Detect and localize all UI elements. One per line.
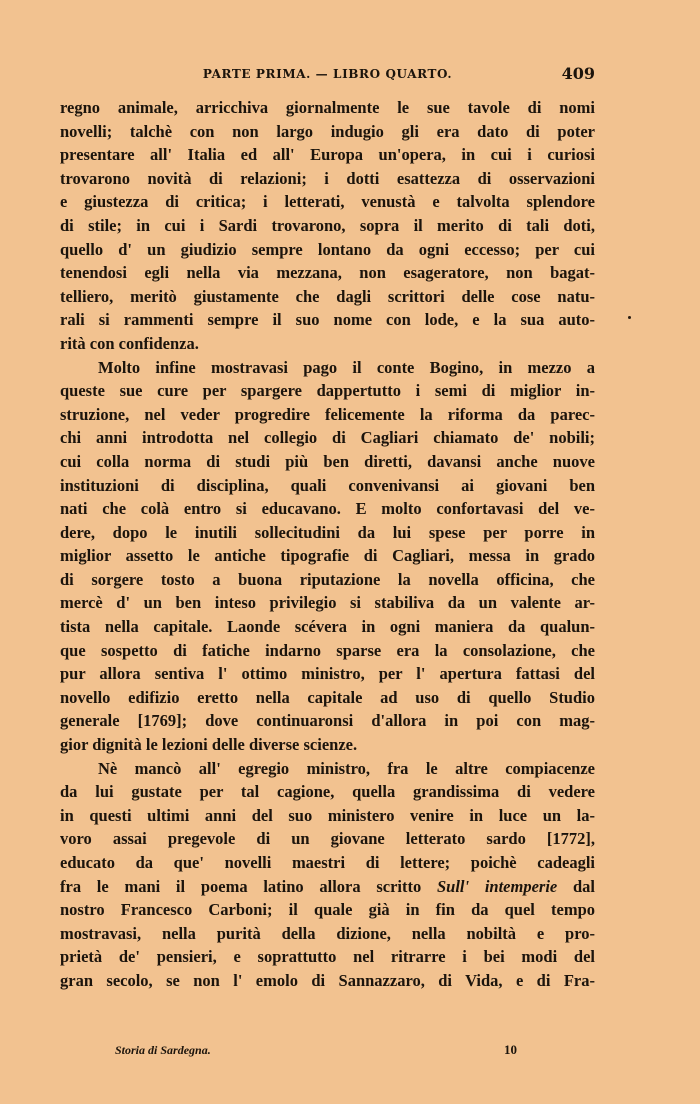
- signature-number: 10: [504, 1042, 517, 1057]
- text-line: di sorgere tosto a buona riputazione la novella officina, che: [60, 569, 595, 589]
- text-line: mostravasi, nella purità della dizione, nella nobiltà e pro-: [60, 923, 595, 943]
- text-line: struzione, nel veder progredire felicemente la riforma da parec-: [60, 404, 595, 424]
- text-line: generale [1769]; dove continuaronsi d'allora in poi con mag-: [60, 711, 595, 731]
- text-line: gran secolo, se non l' emolo di Sannazzaro, di Vida, e di Fra-: [60, 970, 595, 990]
- text-line: rità con confidenza.: [60, 333, 199, 353]
- text-line: pur allora sentiva l' ottimo ministro, per l' apertura fattasi del: [60, 664, 595, 684]
- text-line: gior dignità le lezioni delle diverse scienze.: [60, 735, 358, 755]
- text-line: in questi ultimi anni del suo ministero venire in luce un la-: [60, 805, 595, 825]
- text-line: miglior assetto le antiche tipografie di Cagliari, messa in grado: [60, 546, 595, 566]
- text-line: rali si rammenti sempre il suo nome con lode, e la sua auto-: [60, 310, 595, 330]
- text-line: dere, dopo le inutili sollecitudini da lui spese per porre in: [60, 522, 595, 542]
- text-line-first: Nè mancò all' egregio ministro, fra le altre compiacenze: [98, 758, 595, 778]
- text-line: telliero, meritò giustamente che dagli scrittori delle cose natu-: [60, 286, 595, 306]
- text-line: educato da que' novelli maestri di lettere; poichè cadeagli: [60, 853, 595, 872]
- running-head: [60, 64, 595, 86]
- text-line: voro assai pregevole di un giovane letterato sardo [1772],: [60, 829, 595, 849]
- text-line: instituzioni di disciplina, quali convenivansi ai giovani ben: [60, 475, 595, 495]
- body-text: [60, 96, 595, 993]
- page-footer: [60, 1043, 595, 1063]
- text-line: chi anni introdotta nel collegio di Cagliari chiamato de' nobili;: [60, 428, 595, 448]
- ink-speck: [628, 316, 631, 319]
- text-line: regno animale, arricchiva giornalmente le sue tavole di nomi: [60, 98, 595, 117]
- text-line: presentare all' Italia ed all' Europa un'opera, in cui i curiosi: [60, 145, 595, 165]
- text-line: di stile; in cui i Sardi trovarono, sopra il merito di tali doti,: [60, 215, 595, 235]
- text-line: mercè d' un ben inteso privilegio si stabiliva da un valente ar-: [60, 593, 595, 613]
- text-line: quello d' un giudizio sempre lontano da ogni eccesso; per cui: [60, 239, 595, 259]
- text-line: da lui gustate per tal cagione, quella grandissima di vedere: [60, 782, 595, 802]
- text-line: que sospetto di fatiche indarno sparse era la consolazione, che: [60, 640, 595, 660]
- running-title: PARTE PRIMA. — LIBRO QUARTO.: [202, 67, 453, 81]
- text-line-first: Molto infine mostravasi pago il conte Bogino, in mezzo a: [98, 357, 595, 377]
- text-line: cui colla norma di studi più ben diretti, davansi anche nuove: [60, 451, 595, 471]
- text-line: novelli; talchè con non largo indugio gli era dato di poter: [60, 121, 595, 141]
- text-line: trovarono novità di relazioni; i dotti esattezza di osservazioni: [60, 168, 595, 188]
- text-line: novello edifizio eretto nella capitale ad uso di quello Studio: [60, 687, 595, 707]
- poem-title: Sull' intemperie: [437, 876, 558, 896]
- text-line: fra le mani il poema latino allora scritto Sull' intemperie dal: [60, 876, 595, 896]
- page-number: 409: [561, 64, 595, 83]
- text-line: tenendosi egli nella via mezzana, non esageratore, non bagat-: [60, 263, 595, 283]
- text-line: tista nella capitale. Laonde scévera in ogni maniera da qualun-: [60, 617, 595, 637]
- text-line: prietà de' pensieri, e soprattutto nel ritrarre i bei modi del: [60, 947, 595, 967]
- text-line: nati che colà entro si educavano. E molto confortavasi del ve-: [60, 499, 595, 519]
- text-line: e giustezza di critica; i letterati, venustà e talvolta splendore: [60, 192, 595, 212]
- text-line: nostro Francesco Carboni; il quale già in fin da quel tempo: [60, 900, 595, 920]
- signature-title: Storia di Sardegna.: [115, 1043, 211, 1057]
- text-line: queste sue cure per spargere dappertutto i semi di miglior in-: [60, 381, 595, 401]
